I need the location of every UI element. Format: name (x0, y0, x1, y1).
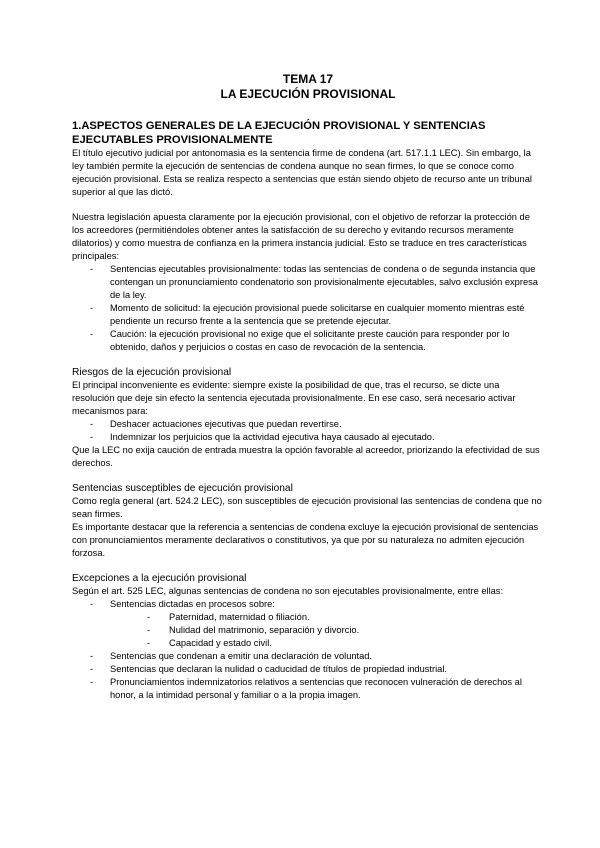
section-heading: 1.ASPECTOS GENERALES DE LA EJECUCIÓN PROVISIONAL Y SENTENCIAS EJECUTABLES PROVISIONALMENTE (72, 120, 486, 146)
nested-list-item: - Nulidad del matrimonio, separación y divorcio. (110, 624, 544, 637)
list-item: - Sentencias ejecutables provisionalmente: todas las sentencias de condena o de segunda instancia que contengan un pronunciamiento condenatorio son provisionalmente ejecutables, salvo exclusión expresa de la ley. (72, 263, 544, 302)
paragraph: El principal inconveniente es evidente: siempre existe la posibilidad de que, tras el recurso, se dicte una resolución que deje sin efecto la sentencia ejecutada provisionalmente. En ese caso, será necesario activar mecanismos para: (72, 380, 516, 416)
paragraph: Como regla general (art. 524.2 LEC), son susceptibles de ejecución provisional las sentencias de condena que no sean firmes. (72, 496, 542, 519)
nested-list-item: - Paternidad, maternidad o filiación. (110, 611, 544, 624)
document-title: TEMA 17 (282, 72, 334, 86)
list-item: - Caución: la ejecución provisional no exige que el solicitante preste caución para responder por lo obtenido, daños y perjuicios o costas en caso de revocación de la sentencia. (72, 328, 544, 354)
list-item: - Pronunciamientos indemnizatorios relativos a sentencias que reconocen vulneración de derechos al honor, a la intimidad personal y familiar o a la propia imagen. (72, 676, 544, 702)
list-item: - Sentencias que declaran la nulidad o caducidad de títulos de propiedad industrial. (72, 663, 544, 676)
list-item (72, 598, 544, 650)
list-item-text: Sentencias dictadas en procesos sobre: (110, 599, 275, 609)
paragraph: Que la LEC no exija caución de entrada muestra la opción favorable al acreedor, priorizando la efectividad de sus derechos. (72, 445, 540, 468)
list-item: - Momento de solicitud: la ejecución provisional puede solicitarse en cualquier momento mientras esté pendiente un recurso frente a la sentencia que se pretende ejecutar. (72, 302, 544, 328)
bullet-list (72, 263, 544, 354)
nested-list-item: - Capacidad y estado civil. (110, 637, 544, 650)
subsection-heading: Riesgos de la ejecución provisional (72, 367, 232, 378)
list-item: - Sentencias que condenan a emitir una declaración de voluntad. (72, 650, 544, 663)
paragraph: El título ejecutivo judicial por antonomasia es la sentencia firme de condena (art. 517.1.1 LEC). Sin embargo, la ley también permite la ejecución de sentencias de condena aunque no sean firmes, lo que se conoce como ejecución provisional. Esta se realiza respecto a sentencias que están siendo objeto de recurso ante un tribunal superior al que las dictó. (72, 148, 532, 197)
list-item: - Deshacer actuaciones ejecutivas que puedan revertirse. (72, 418, 544, 431)
paragraph: Según el art. 525 LEC, algunas sentencias de condena no son ejecutables provisionalmente, entre ellas: (72, 586, 504, 596)
subsection-heading: Sentencias susceptibles de ejecución provisional (72, 483, 293, 494)
paragraph: Es importante destacar que la referencia a sentencias de condena excluye la ejecución provisional de sentencias con pronunciamientos meramente declarativos o constitutivos, ya que por su naturaleza no admiten ejecución forzosa. (72, 522, 539, 558)
subsection-heading: Excepciones a la ejecución provisional (72, 573, 247, 584)
document-subtitle: LA EJECUCIÓN PROVISIONAL (220, 87, 396, 101)
paragraph: Nuestra legislación apuesta claramente por la ejecución provisional, con el objetivo de reforzar la protección de los acreedores (permitiéndoles obtener antes la satisfacción de su derecho y evitando recursos meramente dilatorios) y como muestra de confianza en la primera instancia judicial. Esto se traduce en tres características principales: (72, 212, 530, 261)
bullet-list (72, 598, 544, 702)
bullet-list (72, 418, 544, 444)
list-item: - Indemnizar los perjuicios que la actividad ejecutiva haya causado al ejecutado. (72, 431, 544, 444)
nested-bullet-list (110, 611, 544, 650)
